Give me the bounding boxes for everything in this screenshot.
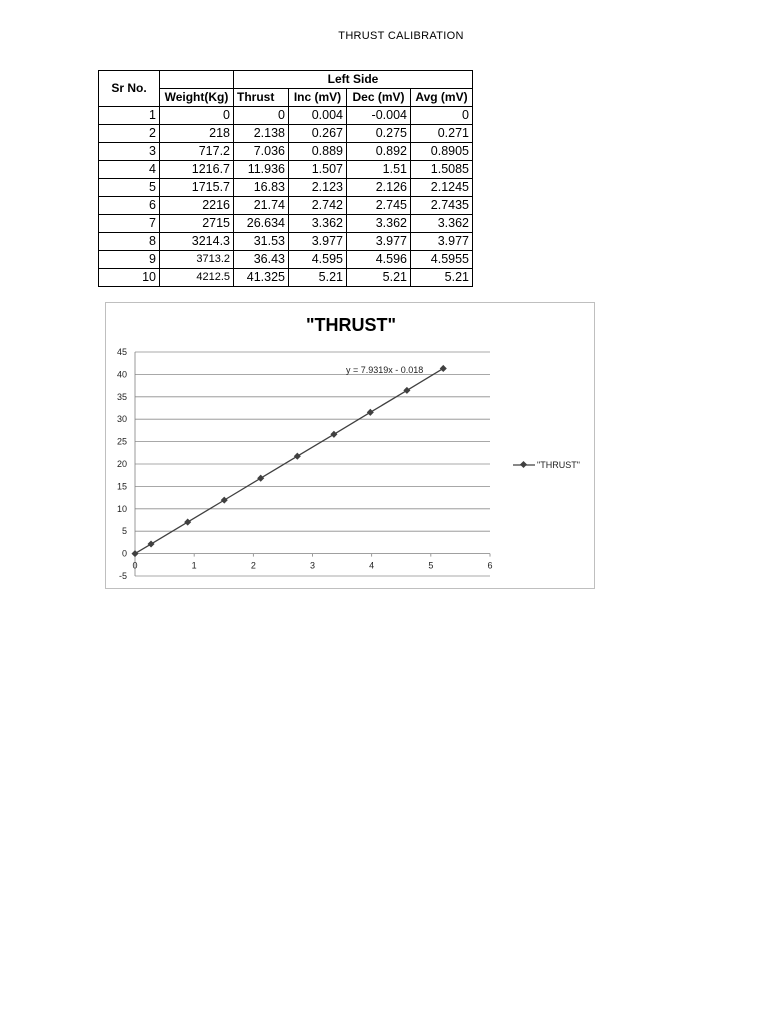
cell-inc: 2.123 (289, 179, 347, 197)
cell-weight: 218 (160, 125, 234, 143)
cell-thrust: 41.325 (234, 269, 289, 287)
y-tick-label: 20 (116, 459, 127, 469)
cell-dec: 2.745 (347, 197, 411, 215)
cell-sr-no: 9 (99, 251, 160, 269)
x-tick-label: 3 (309, 560, 316, 571)
cell-sr-no: 2 (99, 125, 160, 143)
cell-weight: 3214.3 (160, 233, 234, 251)
cell-inc: 0.004 (289, 107, 347, 125)
data-point (403, 387, 410, 394)
cell-avg: 2.7435 (411, 197, 473, 215)
data-point (147, 540, 154, 547)
table-row (99, 233, 473, 251)
cell-thrust: 11.936 (234, 161, 289, 179)
cell-sr-no: 1 (99, 107, 160, 125)
y-tick-label: 15 (116, 481, 127, 492)
table-row (99, 215, 473, 233)
header-inc: Inc (mV) (289, 89, 347, 107)
cell-dec: -0.004 (347, 107, 411, 125)
cell-dec: 2.126 (347, 179, 411, 197)
cell-sr-no: 3 (99, 143, 160, 161)
cell-dec: 5.21 (347, 269, 411, 287)
x-tick-label: 0 (132, 560, 138, 571)
cell-dec: 0.275 (347, 125, 411, 143)
y-tick-label: 0 (121, 548, 127, 559)
series-layer (131, 365, 446, 557)
legend (513, 460, 580, 470)
data-point (330, 431, 337, 438)
cell-avg: 0.271 (411, 125, 473, 143)
y-tick-label: 40 (116, 369, 127, 380)
cell-dec: 3.977 (347, 233, 411, 251)
header-sr-no: Sr No. (99, 71, 160, 107)
cell-thrust: 26.634 (234, 215, 289, 233)
cell-dec: 1.51 (347, 161, 411, 179)
y-tick-label: 10 (116, 503, 127, 514)
cell-inc: 0.889 (289, 143, 347, 161)
cell-thrust: 31.53 (234, 233, 289, 251)
cell-avg: 5.21 (411, 269, 473, 287)
x-tick-label: 6 (487, 560, 493, 571)
y-tick-label: 5 (121, 526, 127, 537)
cell-sr-no: 5 (99, 179, 160, 197)
x-tick-label: 2 (250, 560, 256, 571)
y-tick-label: 25 (116, 436, 127, 447)
cell-sr-no: 4 (99, 161, 160, 179)
header-left-side: Left Side (234, 71, 473, 89)
x-tick-label: 5 (428, 560, 434, 571)
cell-thrust: 7.036 (234, 143, 289, 161)
cell-thrust: 36.43 (234, 251, 289, 269)
cell-weight: 1216.7 (160, 161, 234, 179)
data-point (131, 550, 138, 557)
cell-avg: 4.5955 (411, 251, 473, 269)
x-tick-label: 4 (369, 560, 375, 571)
chart-svg (106, 303, 594, 588)
cell-weight: 0 (160, 107, 234, 125)
trendline-equation: y = 7.9319x - 0.018 (346, 365, 424, 375)
thrust-chart (105, 302, 595, 589)
table-row (99, 107, 473, 125)
cell-avg: 3.977 (411, 233, 473, 251)
y-tick-label: -5 (118, 571, 127, 581)
cell-inc: 0.267 (289, 125, 347, 143)
cell-avg: 3.362 (411, 215, 473, 233)
data-point (294, 453, 301, 460)
series-line (135, 368, 443, 553)
cell-inc: 3.977 (289, 233, 347, 251)
cell-weight: 1715.7 (160, 179, 234, 197)
legend-marker (520, 461, 527, 468)
cell-sr-no: 6 (99, 197, 160, 215)
cell-weight: 717.2 (160, 143, 234, 161)
grid-layer (135, 352, 493, 576)
table-row (99, 251, 473, 269)
cell-inc: 1.507 (289, 161, 347, 179)
cell-sr-no: 7 (99, 215, 160, 233)
cell-thrust: 21.74 (234, 197, 289, 215)
cell-dec: 4.596 (347, 251, 411, 269)
header-thrust: Thrust (234, 89, 289, 107)
chart-title: "THRUST" (305, 315, 397, 335)
document-title: THRUST CALIBRATION (338, 30, 464, 42)
table-row (99, 161, 473, 179)
cell-weight: 3713.2 (160, 251, 234, 269)
cell-avg: 1.5085 (411, 161, 473, 179)
calibration-table (98, 70, 473, 287)
data-point (367, 409, 374, 416)
cell-inc: 5.21 (289, 269, 347, 287)
y-tick-label: 30 (116, 414, 127, 425)
table-row (99, 269, 473, 287)
y-tick-label: 35 (116, 391, 127, 402)
cell-inc: 4.595 (289, 251, 347, 269)
cell-weight: 2715 (160, 215, 234, 233)
cell-sr-no: 10 (99, 269, 160, 287)
cell-avg: 2.1245 (411, 179, 473, 197)
cell-thrust: 16.83 (234, 179, 289, 197)
cell-weight: 2216 (160, 197, 234, 215)
cell-weight: 4212.5 (160, 269, 234, 287)
cell-dec: 0.892 (347, 143, 411, 161)
data-point (440, 365, 447, 372)
table-row (99, 143, 473, 161)
cell-avg: 0.8905 (411, 143, 473, 161)
legend-label: "THRUST" (537, 460, 580, 470)
cell-dec: 3.362 (347, 215, 411, 233)
y-tick-label: 45 (116, 347, 127, 357)
cell-thrust: 0 (234, 107, 289, 125)
cell-inc: 3.362 (289, 215, 347, 233)
cell-inc: 2.742 (289, 197, 347, 215)
header-dec: Dec (mV) (347, 89, 411, 107)
data-point (221, 497, 228, 504)
x-tick-label: 1 (191, 560, 197, 571)
cell-thrust: 2.138 (234, 125, 289, 143)
cell-avg: 0 (411, 107, 473, 125)
header-blank (160, 71, 234, 89)
table-row (99, 179, 473, 197)
data-point (257, 475, 264, 482)
data-point (184, 519, 191, 526)
header-avg: Avg (mV) (411, 89, 473, 107)
header-weight: Weight(Kg) (160, 89, 234, 107)
cell-sr-no: 8 (99, 233, 160, 251)
table-row (99, 197, 473, 215)
table-row (99, 125, 473, 143)
